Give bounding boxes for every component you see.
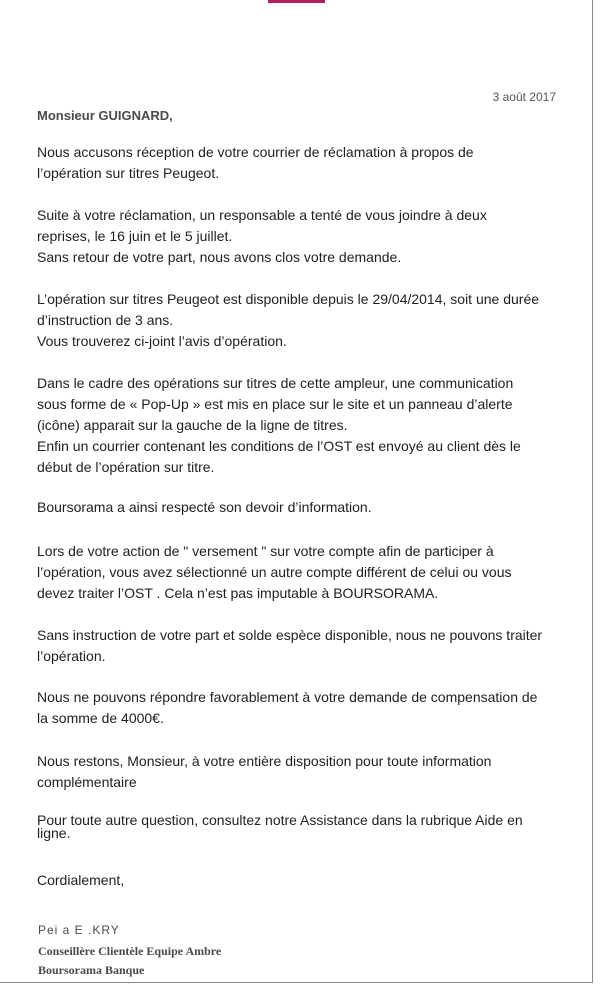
text-line: début de l’opération sur titre.: [37, 459, 215, 475]
text-line: reprises, le 16 juin et le 5 juillet.: [37, 228, 233, 244]
text-line: Cordialement,: [37, 872, 125, 888]
text-line: Nous restons, Monsieur, à votre entière disposition pour toute information: [37, 753, 492, 769]
paragraph-acknowledgement: [37, 142, 557, 184]
text-line: L’opération sur titres Peugeot est disponible depuis le 29/04/2014, soit une durée: [37, 291, 540, 307]
text-line: (icône) apparait sur la gauche de la ligne de titres.: [37, 417, 348, 433]
text-line: complémentaire: [37, 774, 137, 790]
text-line: la somme de 4000€.: [37, 710, 164, 726]
text-line: Nous accusons réception de votre courrier de réclamation à propos de: [37, 144, 474, 160]
text-line: Sans retour de votre part, nous avons clos votre demande.: [37, 249, 402, 265]
text-line: Pour toute autre question, consultez notre Assistance dans la rubrique Aide en: [37, 812, 523, 828]
text-line: sous forme de « Pop-Up » est mis en place sur le site et un panneau d’alerte: [37, 396, 513, 412]
text-line: Sans instruction de votre part et solde espèce disponible, nous ne pouvons traiter: [37, 627, 543, 643]
text-line: Enfin un courrier contenant les conditions de l’OST est envoyé au client dès le: [37, 438, 521, 454]
text-line: d’instruction de 3 ans.: [37, 312, 174, 328]
text-line: Dans le cadre des opérations sur titres de cette ampleur, une communication: [37, 375, 514, 391]
paragraph-contact-attempts: [37, 205, 557, 268]
signatory-company: Boursorama Banque: [38, 963, 145, 977]
paragraph-compensation: [37, 687, 557, 729]
signatory-title: Conseillère Clientèle Equipe Ambre: [38, 944, 222, 958]
text-line: Lors de votre action de " versement " sur votre compte afin de participer à: [37, 543, 494, 559]
closing: [37, 870, 557, 891]
text-line: l’opération sur titres Peugeot.: [37, 165, 220, 181]
signatory-name: Pei a E .KRY: [38, 923, 120, 937]
text-line: Boursorama a ainsi respecté son devoir d’information.: [37, 499, 372, 515]
text-line: l’opération.: [37, 648, 106, 664]
paragraph-availability: [37, 289, 557, 352]
paragraph-wrong-account: [37, 541, 557, 604]
text-line: l’opération, vous avez sélectionné un autre compte différent de celui ou vous: [37, 564, 512, 580]
paragraph-disposition: [37, 751, 557, 793]
paragraph-no-instruction: [37, 625, 557, 667]
text-line: Nous ne pouvons répondre favorablement à votre demande de compensation de: [37, 689, 538, 705]
paragraph-assistance: [37, 814, 557, 840]
paragraph-communication: [37, 373, 557, 478]
top-accent-bar: [268, 0, 325, 3]
text-line: devez traiter l’OST . Cela n’est pas imputable à BOURSORAMA.: [37, 585, 439, 601]
text-line: ligne.: [37, 825, 71, 841]
salutation: Monsieur GUIGNARD,: [37, 108, 173, 123]
text-line: Suite à votre réclamation, un responsable a tenté de vous joindre à deux: [37, 207, 487, 223]
text-line: Vous trouverez ci-joint l’avis d’opération.: [37, 333, 287, 349]
letter-date: 3 août 2017: [492, 90, 556, 104]
paragraph-information-duty: [37, 497, 557, 518]
